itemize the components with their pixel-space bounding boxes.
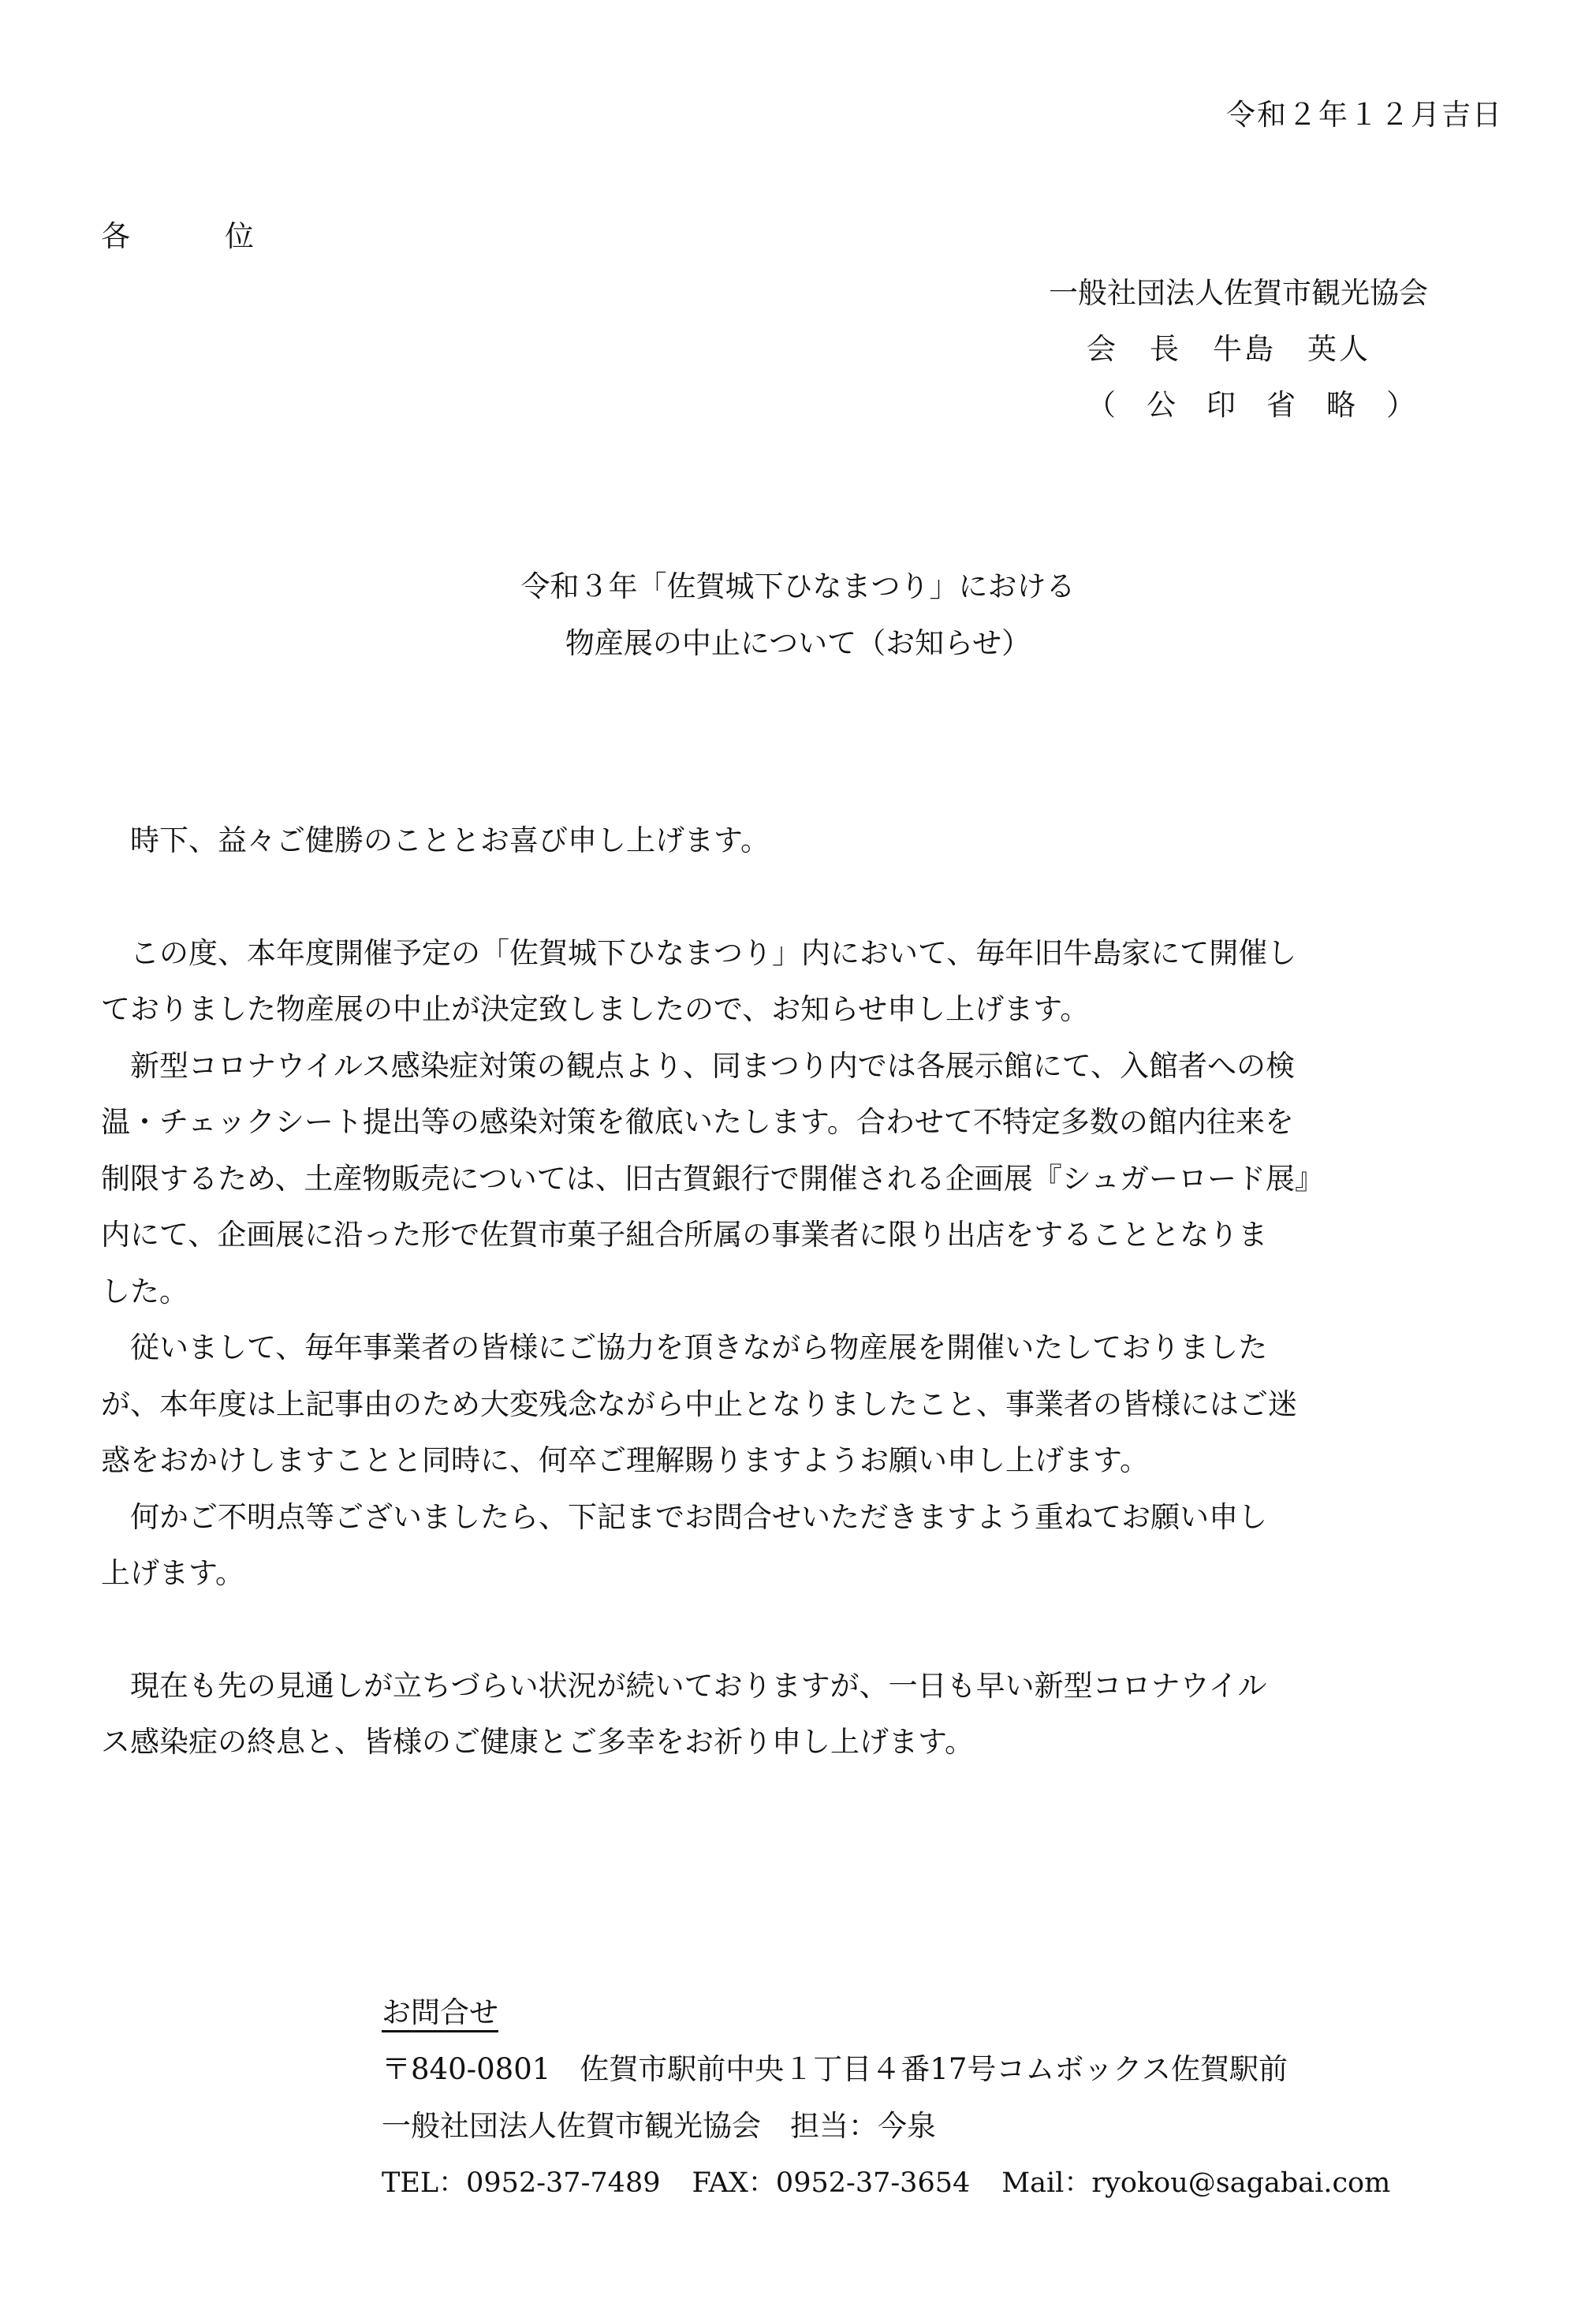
mail-address[interactable]: ryokou@sagabai.com [1091, 2167, 1391, 2199]
document-date: 令和２年１２月吉日 [1226, 98, 1503, 132]
closing-paragraph: 現在も先の見通しが立ちづらい状況が続いておりますが、一日も早い新型コロナウイル ス感染症の終息と、皆様のご健康とご多幸をお祈り申し上げます。 [101, 1668, 1267, 1759]
contact-block [382, 1995, 1390, 2223]
document-body [101, 812, 1505, 1771]
fax-label: FAX： [692, 2167, 776, 2199]
addressee [101, 219, 254, 254]
greeting-paragraph: 時下、益々ご健勝のこととお喜び申し上げます。 [130, 823, 770, 857]
contact-heading: お問合せ [382, 1995, 498, 2029]
contact-numbers [382, 2166, 1390, 2223]
postal-address: 〒840-0801 佐賀市駅前中央１丁目４番17号コムボックス佐賀駅前 [382, 2052, 1288, 2086]
title-line-1: 令和３年「佐賀城下ひなまつり」における [520, 569, 1076, 603]
sender-title-name: 会 長 牛島 英人 [1087, 332, 1370, 366]
sender-block [1049, 276, 1446, 444]
addressee-part2: 位 [225, 219, 254, 253]
paragraph-infection-measures: 新型コロナウイルス感染症対策の観点より、同まつり内では各展示館にて、入館者への検 温・チェックシート提出等の感染対策を徹底いたします。合わせて不特定多数の館内往来を 制限するため、土産物販売については、旧古賀銀行で開催される企画展『シュガーロード展』 内にて、企画展に沿った形で佐賀市菓子組合所属の事業者に限り出店をすることとなりま した。 [101, 1048, 1325, 1308]
title-line-2: 物産展の中止について（お知らせ） [565, 626, 1031, 660]
organization-staff: 一般社団法人佐賀市観光協会 担当：今泉 [382, 2109, 936, 2143]
sender-organization: 一般社団法人佐賀市観光協会 [1049, 276, 1428, 310]
addressee-part1: 各 [101, 219, 130, 253]
tel-number[interactable]: 0952-37-7489 [466, 2167, 661, 2199]
paragraph-inquiry-request: 何かご不明点等ございましたら、下記までお問合せいただきますよう重ねてお願い申し 上げます。 [101, 1499, 1268, 1590]
seal-omitted-note: （ 公 印 省 略 ） [1087, 388, 1415, 422]
document-title [0, 569, 1596, 683]
fax-number: 0952-37-3654 [775, 2167, 971, 2199]
paragraph-cancellation-notice: この度、本年度開催予定の「佐賀城下ひなまつり」内において、毎年旧牛島家にて開催し ておりました物産展の中止が決定致しましたので、お知らせ申し上げます。 [101, 935, 1297, 1026]
tel-label: TEL： [382, 2167, 467, 2199]
paragraph-apology: 従いまして、毎年事業者の皆様にご協力を頂きながら物産展を開催いたしておりました が、本年度は上記事由のため大変残念ながら中止となりましたこと、事業者の皆様にはご迷 惑をおかけしますことと同時に、何卒ご理解賜りますようお願い申し上げます。 [101, 1331, 1297, 1477]
mail-label: Mail： [1001, 2167, 1092, 2199]
